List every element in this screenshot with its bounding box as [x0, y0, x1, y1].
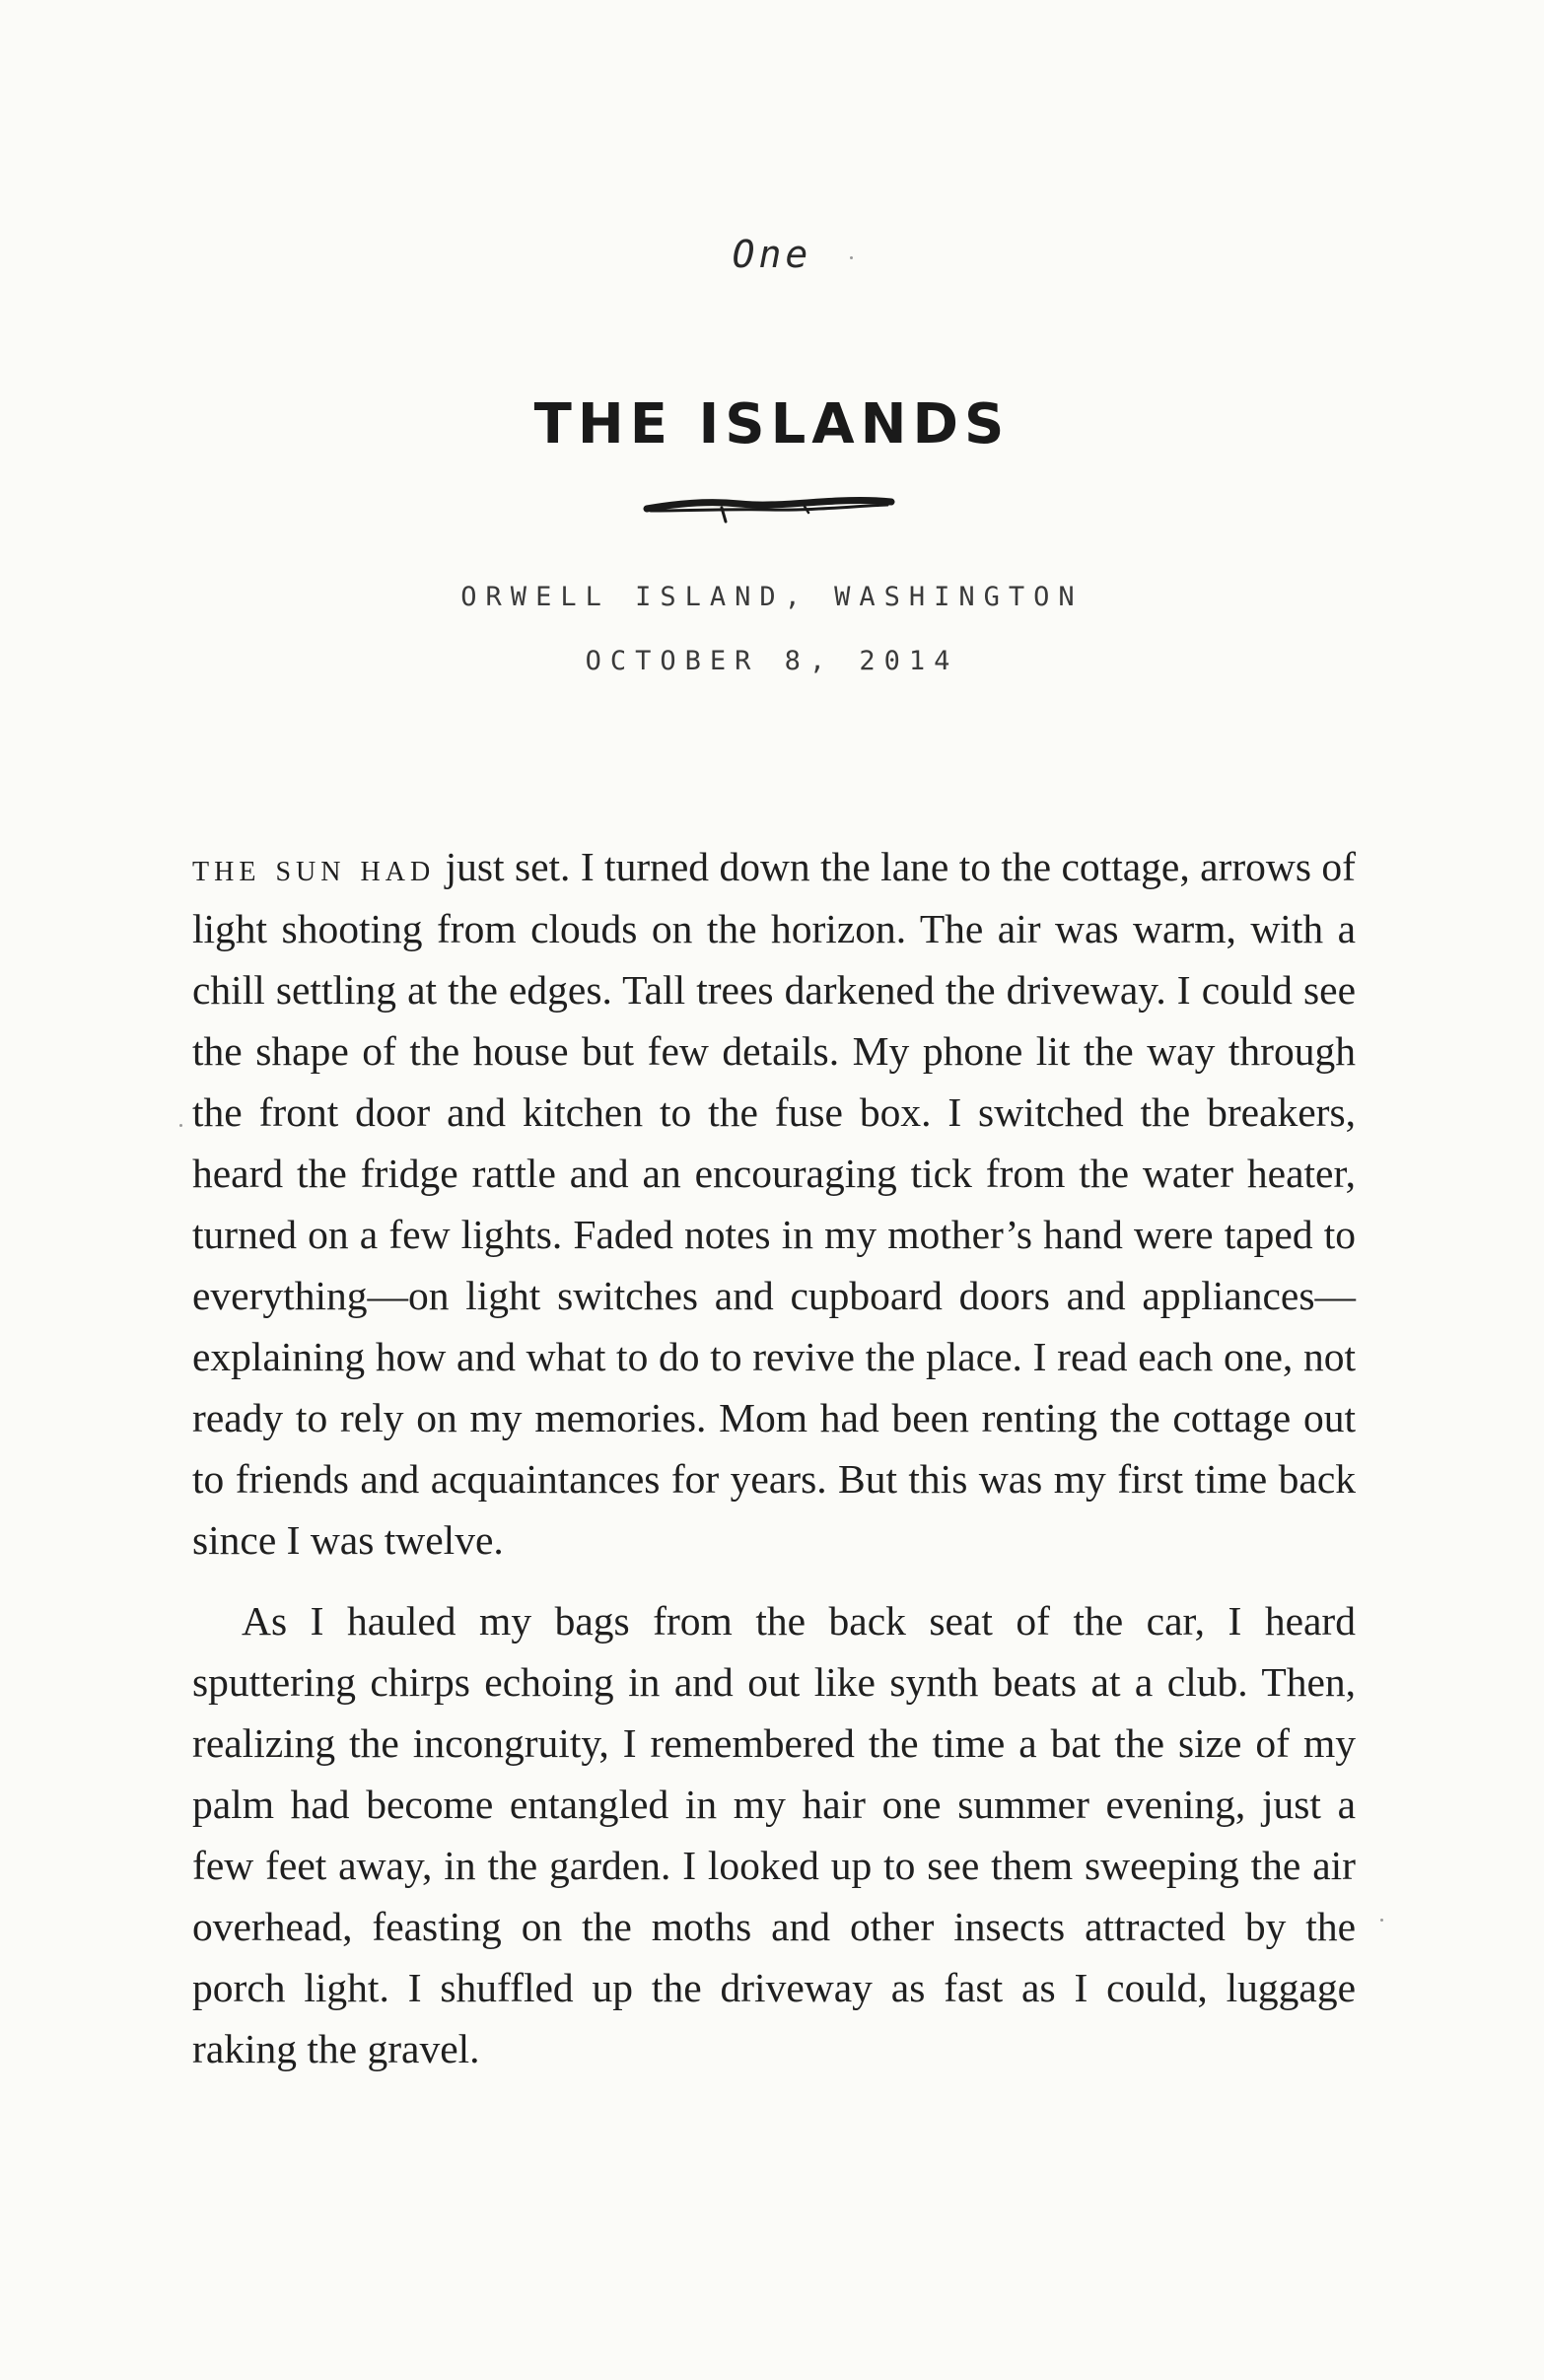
paper-speck	[850, 256, 853, 259]
chapter-title: THE ISLANDS	[533, 392, 1011, 456]
chapter-body	[192, 836, 1356, 2079]
paragraph-1	[192, 836, 1356, 1571]
chapter-number: One	[732, 233, 812, 276]
chapter-date: OCTOBER 8, 2014	[585, 646, 959, 676]
paragraph-2: As I hauled my bags from the back seat of the car, I heard sputtering chirps echoing in and out like synth beats at a club. Then, realizing the incongruity, I remembered the time a bat the size of my palm had become entangled in my hair one summer evening, just a few feet away, in the garden. I looked up to see them sweeping the air overhead, feasting on the moths and other insects attracted by the porch light. I shuffled up the driveway as fast as I could, luggage raking the gravel.	[192, 1598, 1356, 2071]
lead-in-smallcaps: the sun had	[192, 845, 436, 889]
paragraph-1-text: just set. I turned down the lane to the cottage, arrows of light shooting from clouds on the horizon. The air was warm, with a chill settling at the edges. Tall trees darkened the driveway. I could see the shape of the house but few details. My phone lit the way through the front door and kitchen to the fuse box. I switched the breakers, heard the fridge rattle and an encouraging tick from the water heater, turned on a few lights. Faded notes in my mother’s hand were taped to everything—on light switches and cupboard doors and appliances—explaining how and what to do to revive the place. I read each one, not ready to rely on my memories. Mom had been renting the cottage out to friends and acquaintances for years. But this was my first time back since I was twelve.	[192, 844, 1356, 1563]
paper-speck	[1380, 1919, 1383, 1922]
paper-speck	[179, 1124, 182, 1127]
chapter-location: ORWELL ISLAND, WASHINGTON	[460, 582, 1084, 612]
branch-ornament-icon	[641, 489, 897, 528]
